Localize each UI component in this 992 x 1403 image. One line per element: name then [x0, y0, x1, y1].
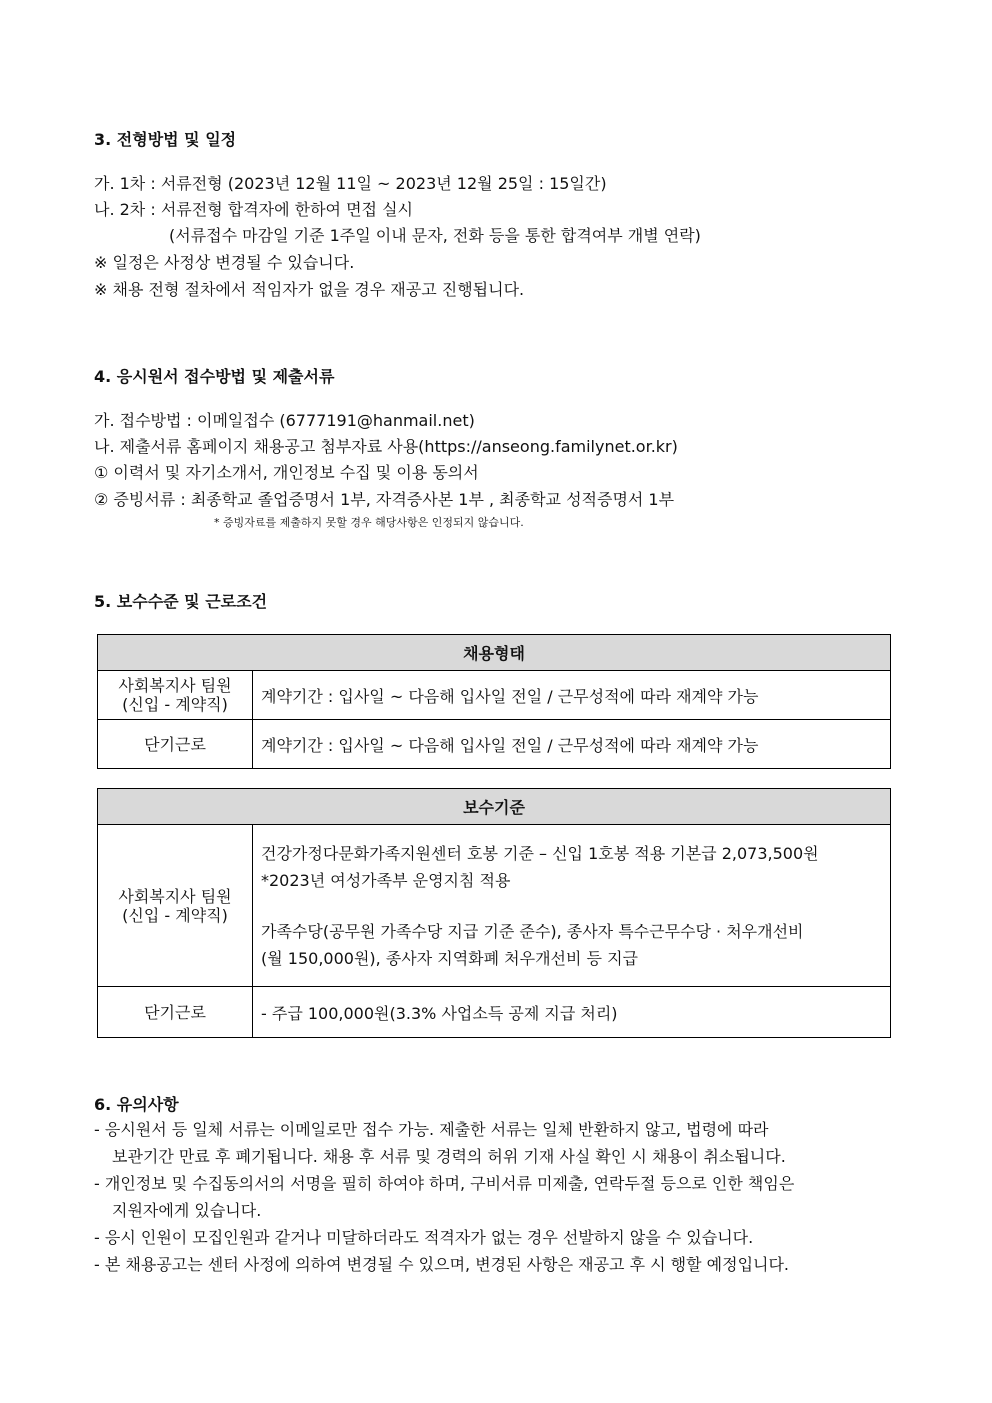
salary-line-2: *2023년 여성가족부 운영지침 적용 [261, 870, 511, 890]
row-label: 단기근로 [98, 987, 253, 1038]
allowance-line-2: (월 150,000원), 종사자 지역화폐 처우개선비 등 지급 [261, 948, 639, 968]
label-line-2: (신입 - 계약직) [122, 905, 228, 925]
salary-standard-table [97, 788, 891, 1038]
section6-line-4: 지원자에게 있습니다. [112, 1201, 262, 1220]
section4-line-1: 가. 접수방법 : 이메일접수 (6777191@hanmail.net) [94, 411, 475, 430]
salary-standard-header: 보수기준 [98, 789, 891, 825]
table-row [98, 720, 891, 769]
section3-line-2: 나. 2차 : 서류전형 합격자에 한하여 면접 실시 [94, 200, 414, 219]
allowance-line-1: 가족수당(공무원 가족수당 지급 기준 준수), 종사자 특수근무수당 · 처우개선비 [261, 921, 804, 941]
section3-line-1: 가. 1차 : 서류전형 (2023년 12월 11일 ~ 2023년 12월 25일 : 15일간) [94, 174, 607, 193]
row-value: - 주급 100,000원(3.3% 사업소득 공제 지급 처리) [253, 987, 891, 1038]
section3-line-3: (서류접수 마감일 기준 1주일 이내 문자, 전화 등을 통한 합격여부 개별 연락) [169, 226, 701, 245]
label-line-2: (신입 - 계약직) [122, 695, 228, 714]
section5-title: 5. 보수수준 및 근로조건 [94, 592, 268, 611]
label-line-1: 사회복지사 팀원 [118, 676, 232, 695]
section4-title: 4. 응시원서 접수방법 및 제출서류 [94, 367, 335, 386]
employment-type-table [97, 634, 891, 769]
salary-line-1: 건강가정다문화가족지원센터 호봉 기준 – 신입 1호봉 적용 기본급 2,073,500원 [261, 843, 819, 863]
section3-line-5: ※ 채용 전형 절차에서 적임자가 없을 경우 재공고 진행됩니다. [94, 280, 525, 299]
table-row [98, 987, 891, 1038]
row-label [98, 825, 253, 987]
section6-title: 6. 유의사항 [94, 1095, 179, 1114]
section4-note: * 증빙자료를 제출하지 못할 경우 해당사항은 인정되지 않습니다. [214, 516, 524, 529]
section6-line-6: - 본 채용공고는 센터 사정에 의하여 변경될 수 있으며, 변경된 사항은 재공고 후 시 행할 예정입니다. [94, 1255, 790, 1274]
row-value: 계약기간 : 입사일 ~ 다음해 입사일 전일 / 근무성적에 따라 재계약 가능 [253, 720, 891, 769]
row-value [253, 825, 891, 987]
row-value: 계약기간 : 입사일 ~ 다음해 입사일 전일 / 근무성적에 따라 재계약 가능 [253, 671, 891, 720]
section6-line-1: - 응시원서 등 일체 서류는 이메일로만 접수 가능. 제출한 서류는 일체 반환하지 않고, 법령에 따라 [94, 1120, 769, 1139]
paragraph-gap [261, 894, 890, 918]
section4-line-4: ② 증빙서류 : 최종학교 졸업증명서 1부, 자격증사본 1부 , 최종학교 성적증명서 1부 [94, 490, 675, 509]
section4-line-3: ① 이력서 및 자기소개서, 개인정보 수집 및 이용 동의서 [94, 463, 479, 482]
section6-line-2: 보관기간 만료 후 폐기됩니다. 채용 후 서류 및 경력의 허위 기재 사실 확인 시 채용이 취소됩니다. [112, 1147, 786, 1166]
section4-line-2: 나. 제출서류 홈페이지 채용공고 첨부자료 사용(https://anseong.familynet.or.kr) [94, 437, 678, 456]
employment-type-header: 채용형태 [98, 635, 891, 671]
section6-line-3: - 개인정보 및 수집동의서의 서명을 필히 하여야 하며, 구비서류 미제출, 연락두절 등으로 인한 책임은 [94, 1174, 795, 1193]
table-row [98, 671, 891, 720]
section3-title: 3. 전형방법 및 일정 [94, 130, 237, 149]
row-label: 단기근로 [98, 720, 253, 769]
label-line-1: 사회복지사 팀원 [118, 886, 232, 906]
row-label [98, 671, 253, 720]
section3-line-4: ※ 일정은 사정상 변경될 수 있습니다. [94, 253, 355, 272]
section6-line-5: - 응시 인원이 모집인원과 같거나 미달하더라도 적격자가 없는 경우 선발하지 않을 수 있습니다. [94, 1228, 754, 1247]
table-row [98, 825, 891, 987]
